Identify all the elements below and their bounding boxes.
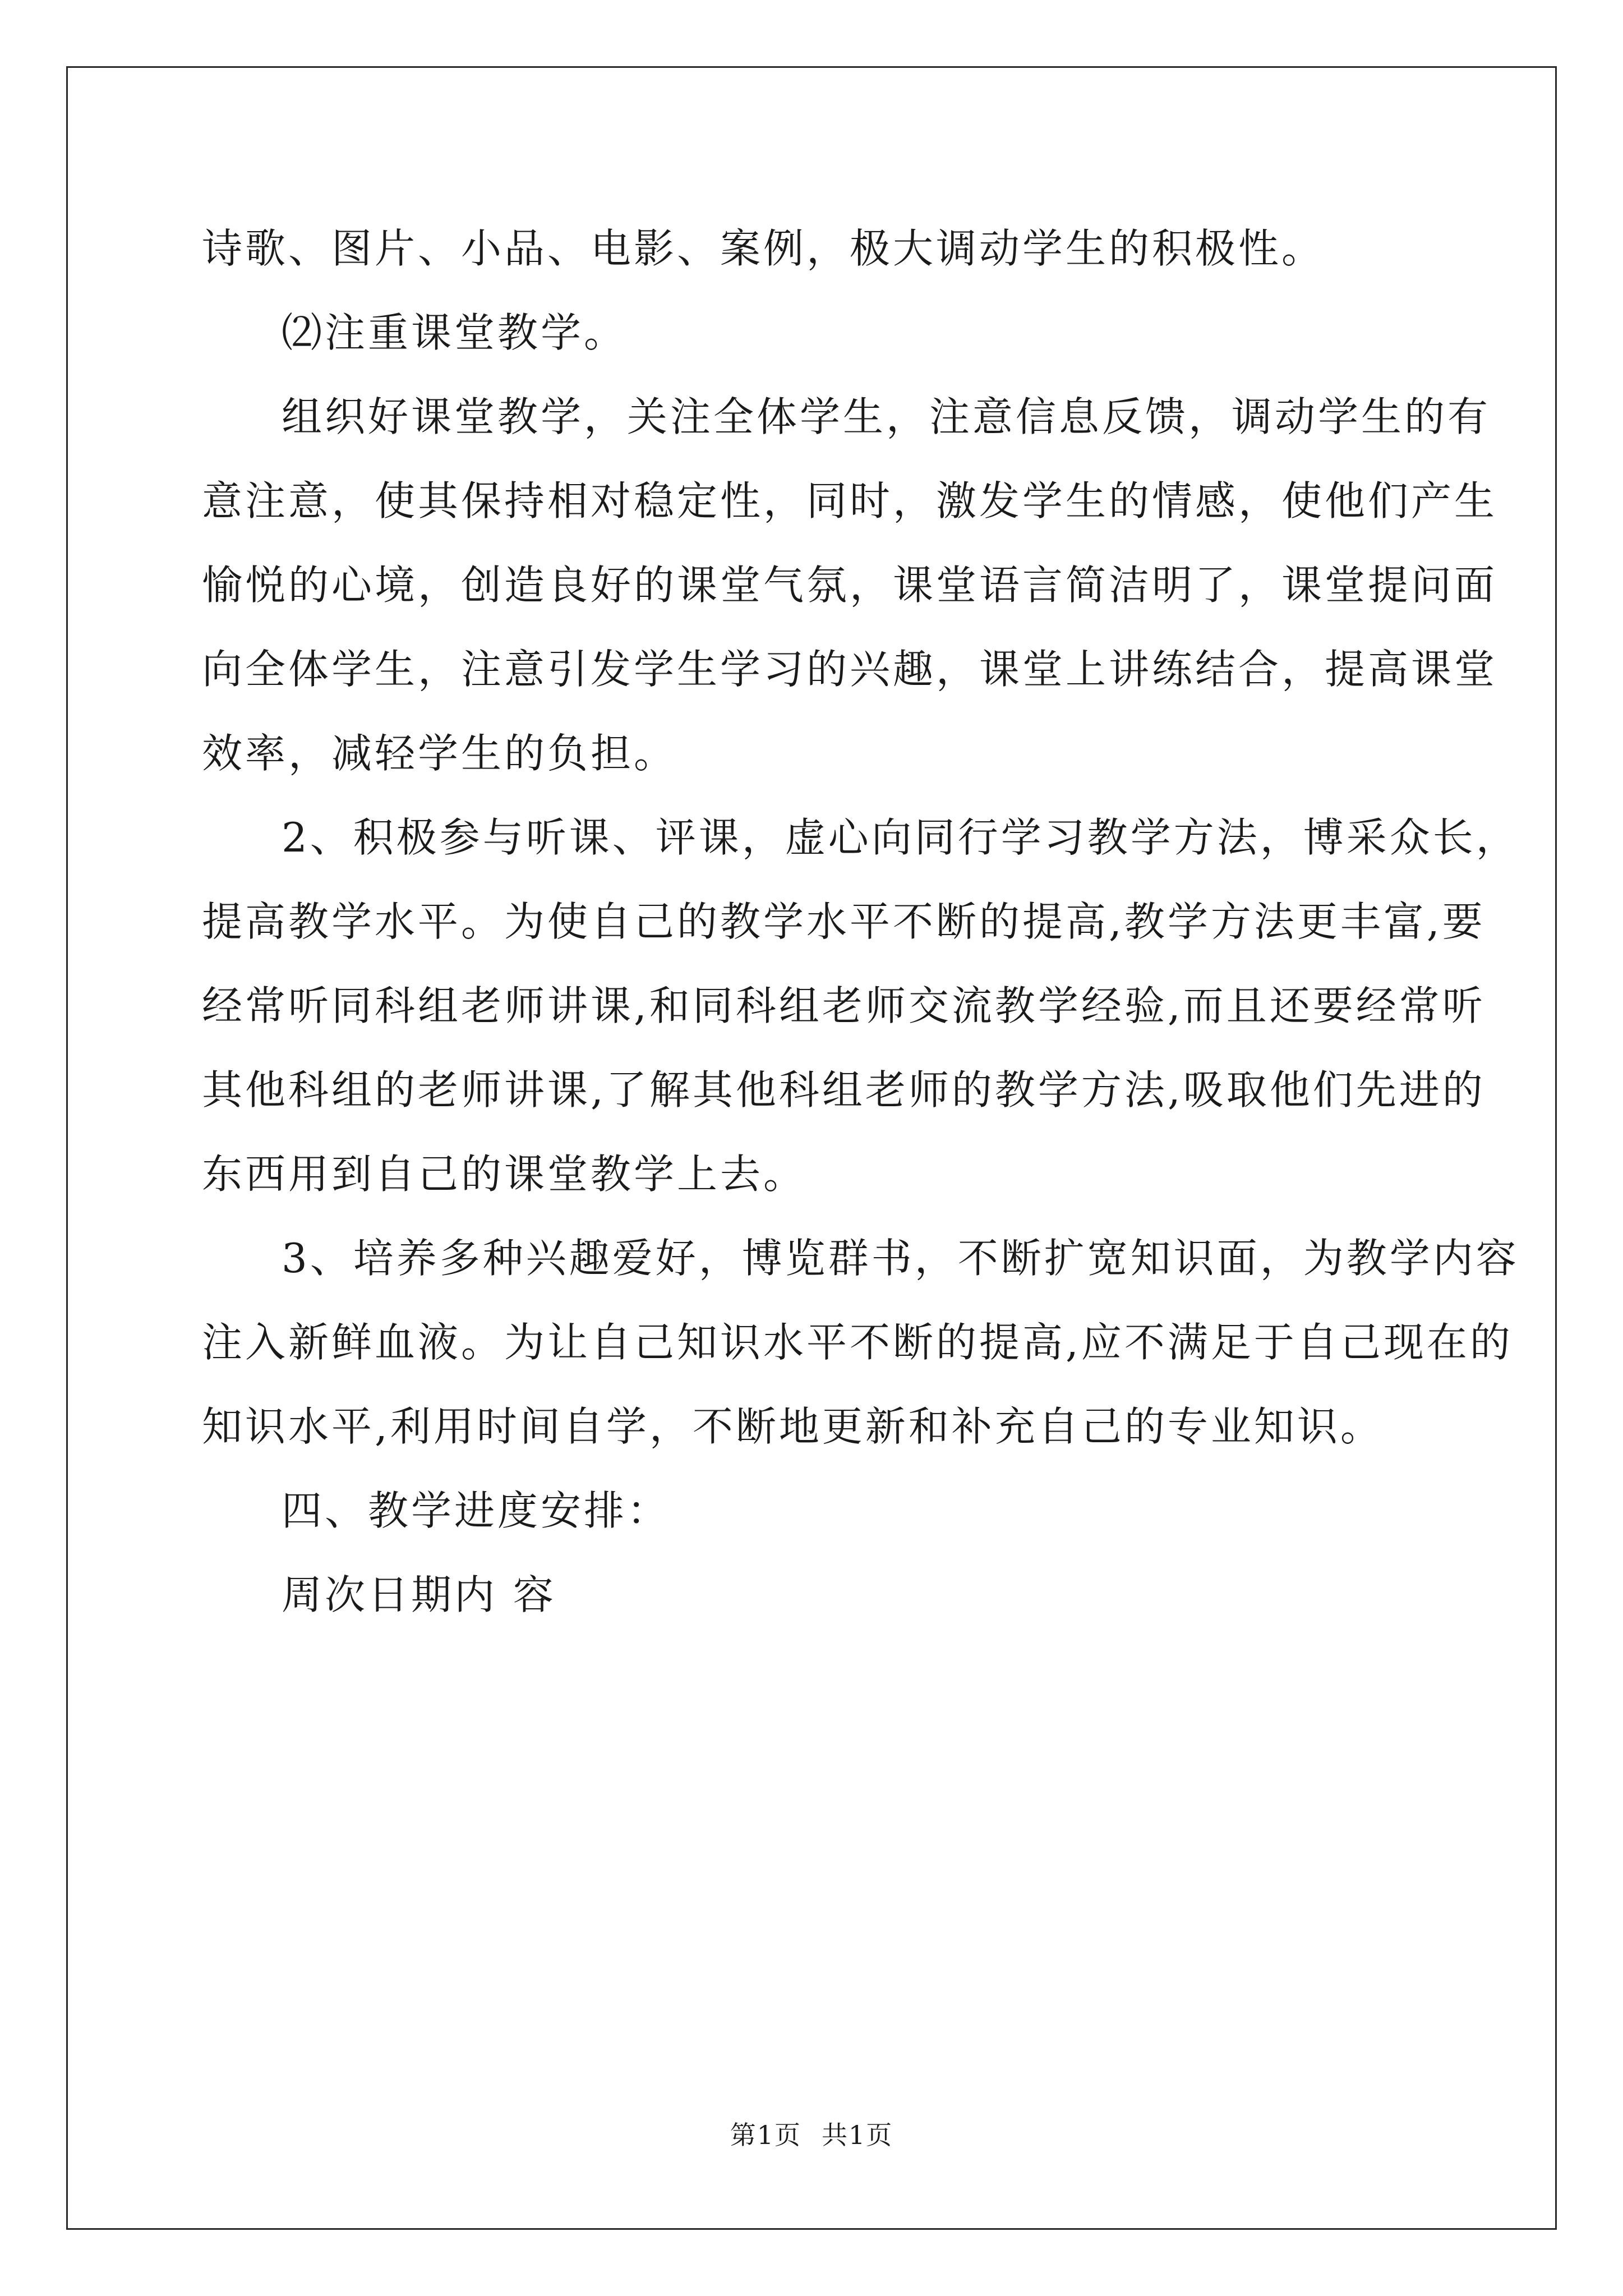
page-footer	[0, 2119, 1623, 2151]
paragraph-line: 提高教学水平。为使自己的教学水平不断的提高,教学方法更丰富,要	[202, 898, 1486, 945]
paragraph-line: 知识水平,利用时间自学，不断地更新和补充自己的专业知识。	[202, 1403, 1384, 1450]
paragraph-line: 效率，减轻学生的负担。	[202, 730, 677, 777]
page-total: 共1页	[822, 2120, 893, 2150]
paragraph-line: 3、培养多种兴趣爱好，博览群书，不断扩宽知识面，为教学内容	[282, 1235, 1519, 1282]
paragraph-line: 四、教学进度安排：	[282, 1487, 671, 1534]
paragraph-line: 愉悦的心境，创造良好的课堂气氛，课堂语言简洁明了，课堂提问面	[202, 562, 1498, 609]
paragraph-line: 经常听同科组老师讲课,和同科组老师交流教学经验,而且还要经常听	[202, 982, 1486, 1029]
paragraph-line: ⑵注重课堂教学。	[282, 309, 628, 356]
paragraph-line: 组织好课堂教学，关注全体学生，注意信息反馈，调动学生的有	[282, 393, 1491, 440]
paragraph-line: 其他科组的老师讲课,了解其他科组老师的教学方法,吸取他们先进的	[202, 1066, 1486, 1114]
paragraph-line: 诗歌、图片、小品、电影、案例，极大调动学生的积极性。	[202, 225, 1325, 272]
page-number: 第1页	[730, 2120, 801, 2150]
paragraph-line: 2、积极参与听课、评课，虚心向同行学习教学方法，博采众长，	[282, 814, 1519, 861]
table-header-line: 周次日期内 容	[282, 1571, 556, 1618]
paragraph-line: 意注意，使其保持相对稳定性，同时，激发学生的情感，使他们产生	[202, 477, 1498, 524]
paragraph-line: 向全体学生，注意引发学生学习的兴趣，课堂上讲练结合，提高课堂	[202, 646, 1498, 693]
paragraph-line: 东西用到自己的课堂教学上去。	[202, 1151, 807, 1198]
paragraph-line: 注入新鲜血液。为让自己知识水平不断的提高,应不满足于自己现在的	[202, 1319, 1513, 1366]
